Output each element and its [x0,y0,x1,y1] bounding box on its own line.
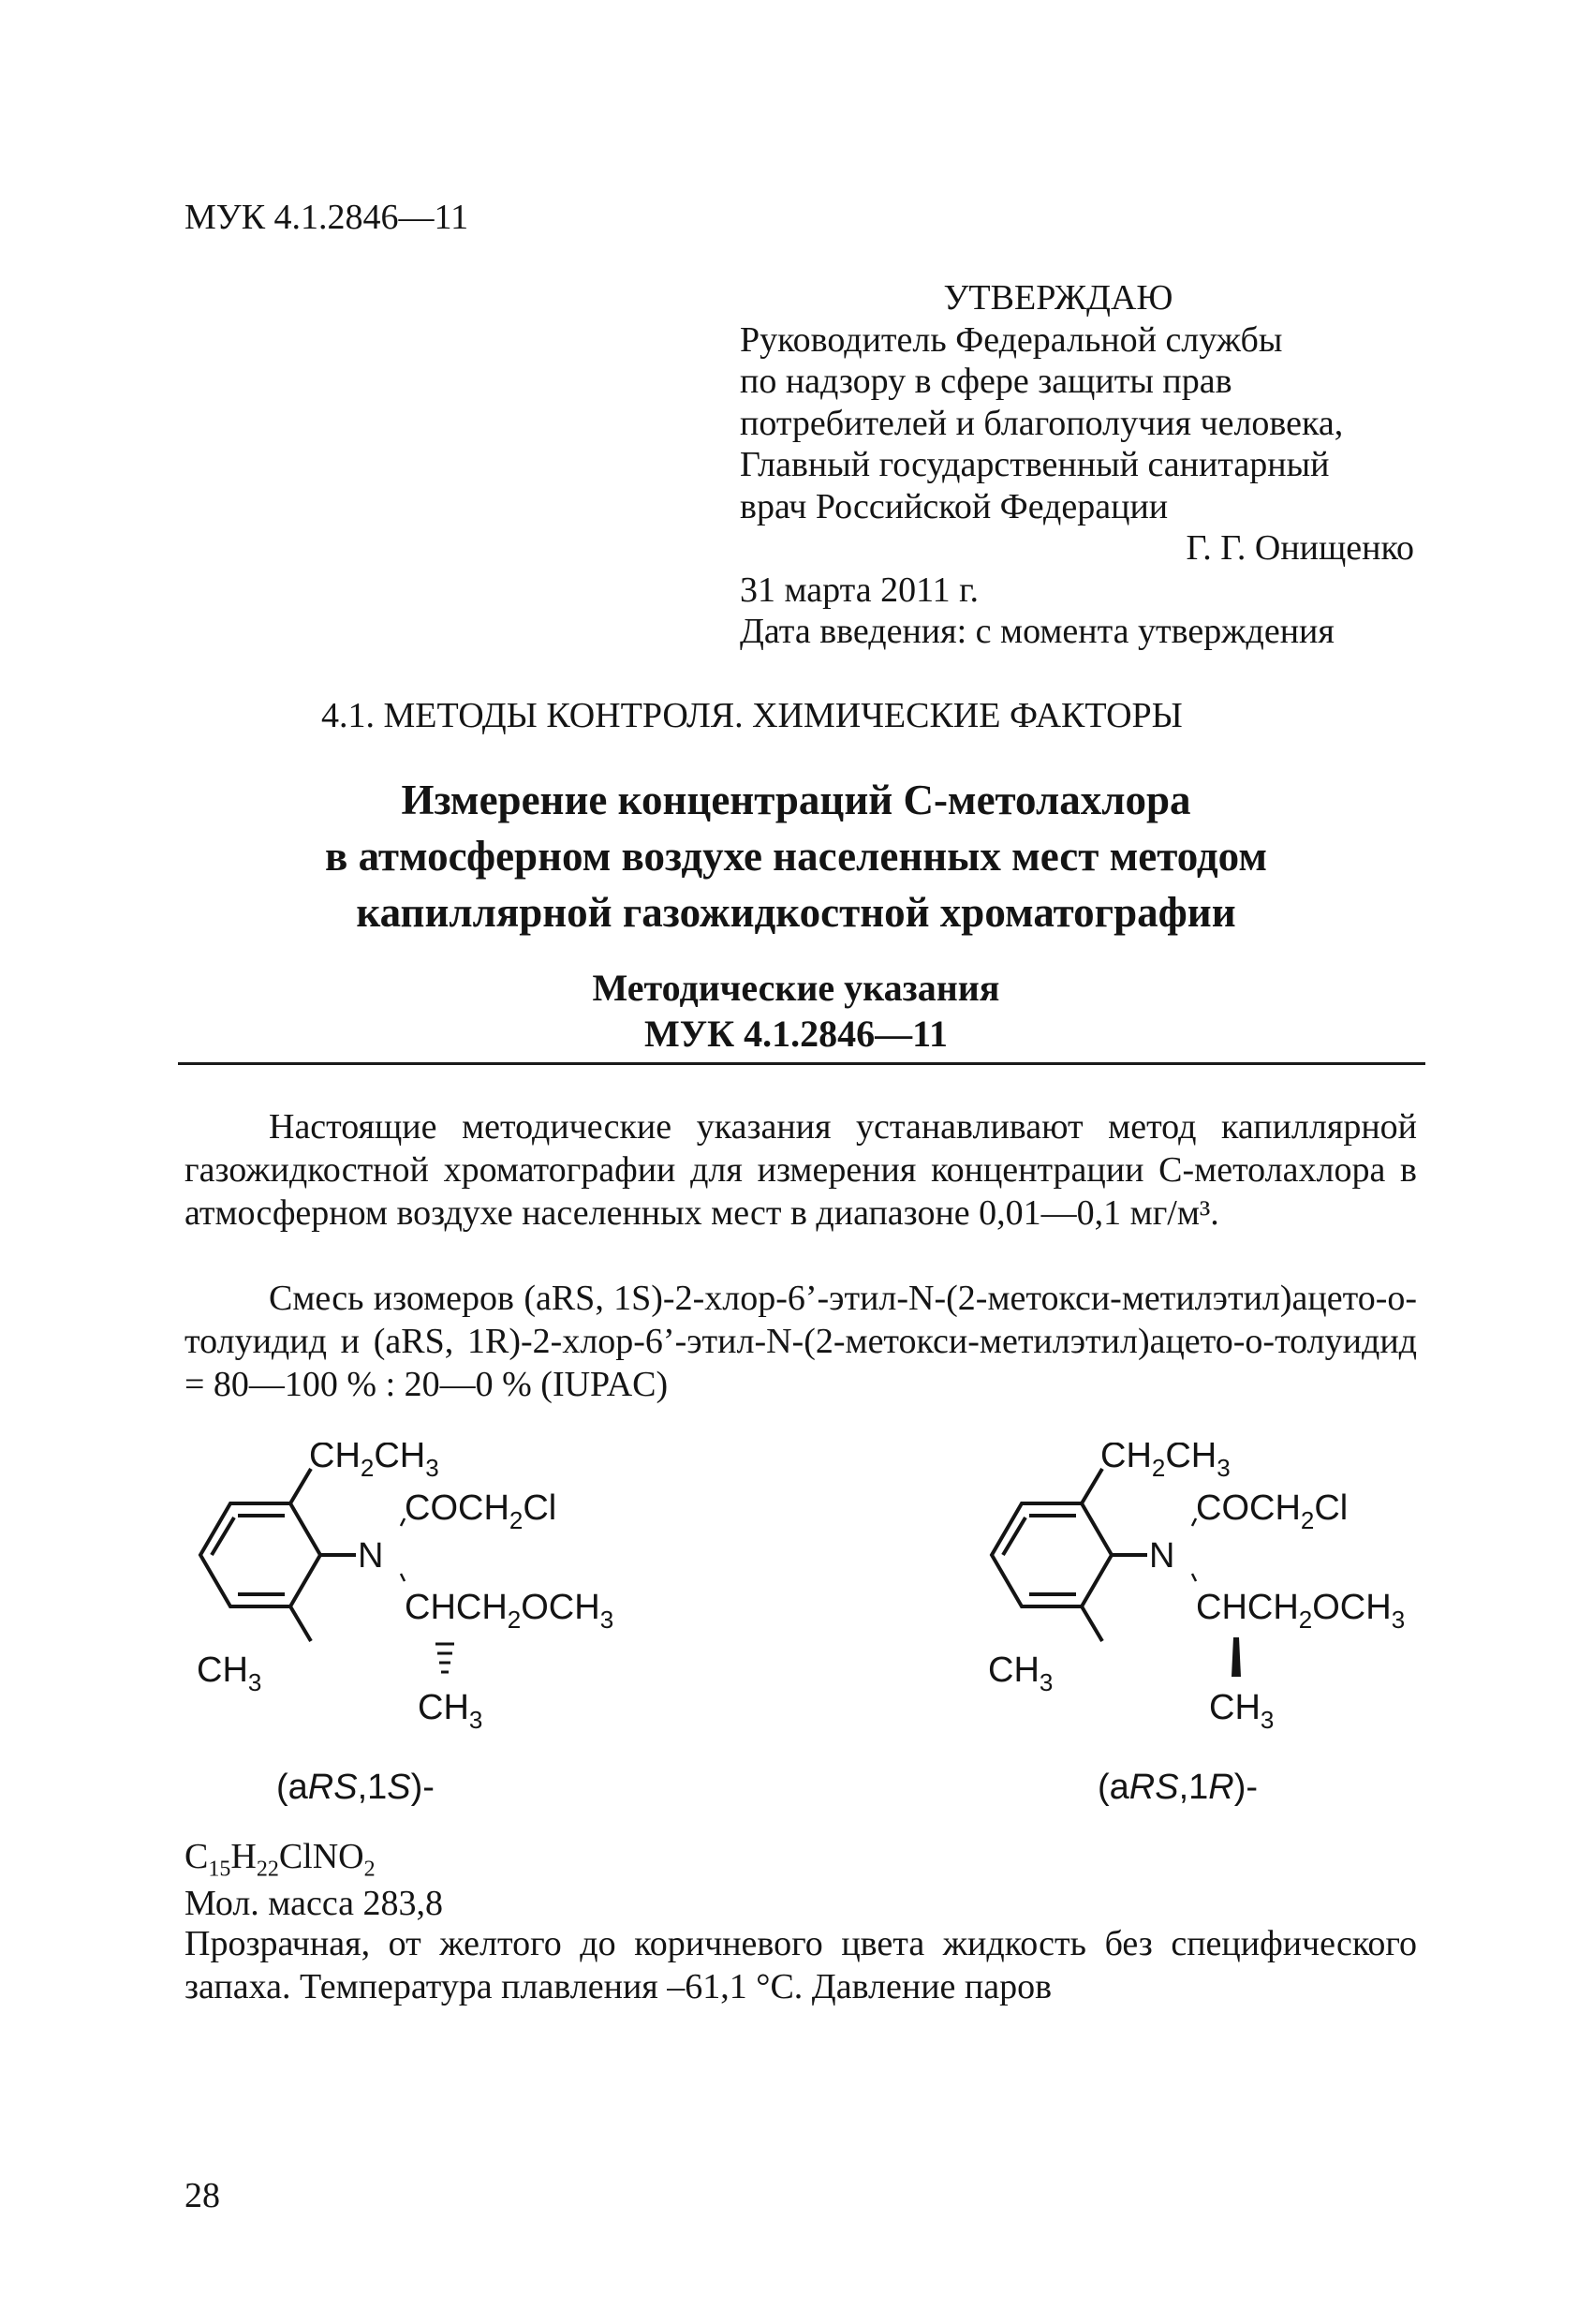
page-number: 28 [184,2176,220,2215]
chain-methyl-group: $CH_3$ [1209,1688,1275,1734]
subtitle-type: Методические указания [592,967,1000,1009]
section-heading: 4.1. МЕТОДЫ КОНТРОЛЯ. ХИМИЧЕСКИЕ ФАКТОРЫ [321,696,1183,735]
wedge-bond [1232,1637,1241,1677]
methoxypropyl-group: $CHCH_2OCH_3$ [405,1588,614,1634]
mixture-paragraph: Смесь изомеров (aRS, 1S)-2-хлор-6’-этил-N-(2-метокси-метилэтил)ацето-о-толуидид и (aRS, 1R)-2-хлор-6’-этил-N-(2-метокси-метилэтил)ацето-о-толуидид = 80—100 % : 20—0 % (IUPAC) [184,1279,1417,1404]
structure-1r [988,1443,1512,1761]
approval-heading: УТВЕРЖДАЮ [943,278,1173,318]
approval-line: Главный государственный санитарный [740,445,1330,484]
properties-paragraph: Прозрачная, от желтого до коричневого цвета жидкость без специфического запаха. Температура плавления –61,1 °С. Давление паров [184,1924,1417,2006]
document-title [140,772,1452,940]
chloroacetyl-group: $COCH_2Cl$ [405,1488,557,1534]
intro-paragraph: Настоящие методические указания устанавливают метод капиллярной газожидкостной хроматографии для измерения концентрации С-метолахлора в атмосферном воздухе населенных мест в диапазоне 0,01—0,1 мг/м³. [184,1107,1417,1233]
ethyl-group: $CH_2CH_3$ [1100,1443,1231,1482]
structure-1r-drawing [988,1443,1512,1761]
nitrogen-atom: N [358,1536,384,1576]
ring-methyl-group: $CH_3$ [197,1650,262,1696]
chain-methyl-group: $CH_3$ [418,1688,483,1734]
molecular-formula: $C_{15}H_{22}ClNO_2$ [184,1837,376,1882]
aromatic-bond [1003,1517,1025,1555]
structure-1r-label: (aRS,1R)- [1098,1768,1259,1807]
approval-date: 31 марта 2011 г. [740,570,979,610]
approval-block [740,277,1423,653]
ethyl-group: $CH_2CH_3$ [309,1443,439,1482]
molar-mass: Мол. масса 283,8 [184,1884,444,1923]
structure-1s-label: (aRS,1S)- [276,1768,435,1807]
subtitle-code: МУК 4.1.2846—11 [644,1013,948,1055]
document-subtitle [140,965,1452,1057]
approval-signatory: Г. Г. Онищенко [1186,528,1414,568]
bond-to-ethyl [290,1469,311,1503]
title-divider [178,1062,1425,1065]
methoxypropyl-group: $CHCH_2OCH_3$ [1196,1588,1406,1634]
bond-n-side [401,1574,405,1581]
bond-n-side [1192,1574,1196,1581]
structure-1s-drawing [197,1443,721,1761]
chloroacetyl-group: $COCH_2Cl$ [1196,1488,1349,1534]
structure-1s [197,1443,721,1761]
approval-line: Руководитель Федеральной службы [740,319,1283,360]
title-line: капиллярной газожидкостной хроматографии [356,889,1236,936]
title-line: Измерение концентраций С-метолахлора [401,777,1191,823]
approval-line: по надзору в сфере защиты прав [740,362,1232,401]
bond-to-ethyl [1082,1469,1102,1503]
bond-to-methyl [290,1606,311,1641]
approval-line: врач Российской Федерации [740,486,1169,526]
bond-to-methyl [1082,1606,1102,1641]
nitrogen-atom: N [1149,1536,1175,1576]
aromatic-bond [212,1517,234,1555]
ring-methyl-group: $CH_3$ [988,1650,1054,1696]
approval-effective-date: Дата введения: с момента утверждения [740,612,1335,651]
title-line: в атмосферном воздухе населенных мест методом [325,833,1267,880]
benzene-ring [200,1503,320,1606]
document-code: МУК 4.1.2846—11 [184,198,469,237]
benzene-ring [992,1503,1112,1606]
approval-line: потребителей и благополучия человека, [740,403,1344,443]
